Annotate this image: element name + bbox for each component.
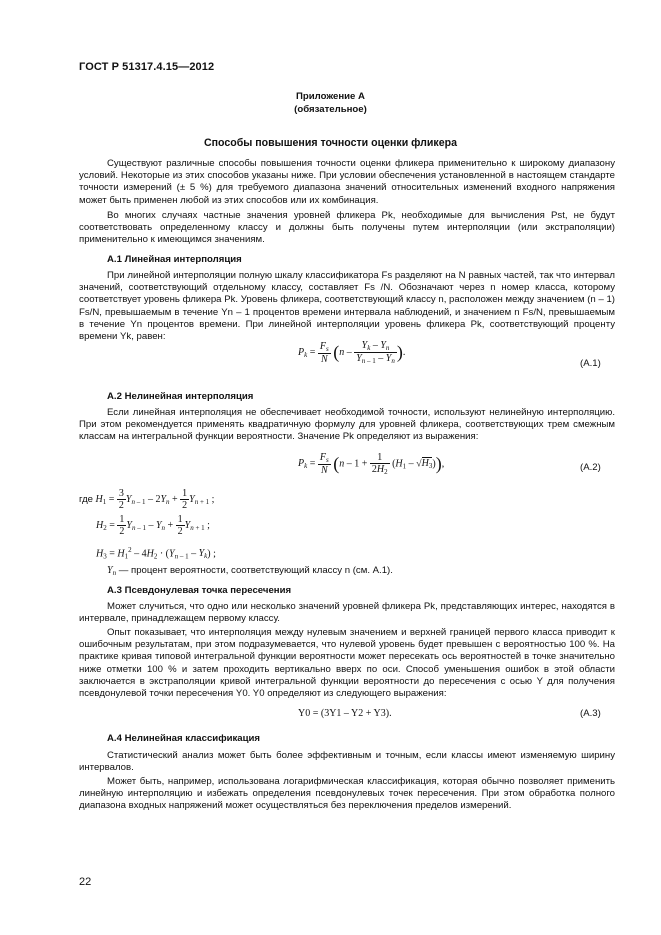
equation-h1: где $H_1$ = $\frac{3}{2}$ $Y_{n - 1} - 2Y_n$ + $\frac{1}{2}$ $Y_{n + 1}$ ;: [79, 488, 215, 511]
equation-a3-number: (А.3): [580, 708, 601, 719]
section-title: Способы повышения точности оценки фликера: [204, 137, 457, 149]
intro-paragraph-1: Существуют различные способы повышения точности оценки фликера применительно к широкому диапазону условий. Некоторые из этих способов указаны ниже. При условии обеспечения установленной в настоящем стандарте точности измерений (± 5 %) для требуемого диапазона значений относительных изменений входного напряжения может быть применен любой из этих способов или их комбинация.: [79, 158, 615, 206]
equation-a1: $P_k$ = $\frac{F_s}{N}$ (n – $\frac{Y_k - Y_n}{Y_{n - 1} - Y_n}$ ).: [298, 340, 406, 365]
yn-definition: $Y_n$ — процент вероятности, соответствующий классу n (см. А.1).: [107, 565, 393, 577]
appendix-title: Приложение А: [296, 91, 365, 102]
a4-paragraph-1: Статистический анализ может быть более эффективным и точным, если классы имеют изменяемую ширину интервалов.: [79, 750, 615, 774]
page-number: 22: [79, 876, 92, 888]
intro-paragraph-2: Во многих случаях частные значения уровней фликера Pk, необходимые для вычисления Pst, не будут соответствовать определенному классу и должны быть получены путем интерполяции (или экстраполяции) применительно к имеющимся значениям.: [79, 210, 615, 246]
appendix-status: (обязательное): [294, 104, 367, 115]
equation-h2: $H_2$ = $\frac{1}{2}$ $Y_{n - 1} - Y_n$ + $\frac{1}{2}$ $Y_{n + 1}$ ;: [96, 514, 210, 537]
equation-a1-number: (А.1): [580, 358, 601, 369]
equation-a2: $P_k$ = $\frac{F_s}{N}$ (n – 1 + $\frac{1}{2H_2}$ $(H_1 - √H_3)$),: [298, 452, 445, 476]
a4-paragraph-2: Может быть, например, использована логарифмическая классификация, которая обычно позволяет применить линейную интерполяцию и избежать определения псевдонулевых точек пересечения. При этом обработка полного диапазона входных напряжений может осуществляться без переключения пределов измерений.: [79, 776, 615, 812]
a4-heading: А.4 Нелинейная классификация: [107, 733, 261, 744]
equation-a2-number: (А.2): [580, 462, 601, 473]
a1-paragraph: При линейной интерполяции полную шкалу классификатора Fs разделяют на N равных частей, так что интервал значений, соответствующий отдельному классу, составляет Fs /N. Обозначают через n номер класса, которому соответствует уровень фликера Pk. Уровень фликера, соответствующий классу n, расположен между значением (n – 1) Fs/N, превышаемым в течение Yn – 1 процентов времени интервала наблюдений, и значением n Fs/N, превышаемым в течение Yn процентов времени. При линейной интерполяции уровень фликера Pk, соответствующий проценту времени Yk, равен:: [79, 270, 615, 343]
a2-heading: А.2 Нелинейная интерполяция: [107, 391, 254, 402]
a3-paragraph-1: Может случиться, что одно или несколько значений уровней фликера Pk, представляющих интерес, находятся в интервале, принадлежащем первому классу.: [79, 601, 615, 625]
a3-heading: А.3 Псевдонулевая точка пересечения: [107, 585, 292, 596]
where-label: где: [79, 493, 94, 505]
standard-header: ГОСТ Р 51317.4.15—2012: [79, 61, 215, 73]
a1-heading: А.1 Линейная интерполяция: [107, 254, 242, 265]
equation-a3: Y0 = (3Y1 – Y2 + Y3).: [298, 708, 392, 719]
equation-h3: $H_3 = H_1^2 - 4H_2 \cdot (Y_{n - 1} - Y_k)$ ;: [96, 546, 216, 561]
a3-paragraph-2: Опыт показывает, что интерполяция между нулевым значением и верхней границей первого класса приводит к ошибочным результатам, при этом подразумевается, что нулевой уровень будет превышен с вероятностью 100 %. На практике кривая типовой интегральной функции вероятности может пересекать ось вероятностей в точке значительно ниже отметки 100 % и затем проходить вертикально вверх по оси. Способ уменьшения ошибок в этой области заключается в экстраполяции кривой интегральной функции вероятности до пересечения с осью Y для получения псевдонулевой точки пересечения Y0. Y0 определяют из следующего выражения:: [79, 627, 615, 700]
a2-paragraph: Если линейная интерполяция не обеспечивает необходимой точности, используют нелинейную интерполяцию. При этом рекомендуется применять квадратичную формулу для уровней фликера, соответствующих трем смежным классам на интегральной функции вероятности. Значение Pk определяют из выражения:: [79, 407, 615, 443]
